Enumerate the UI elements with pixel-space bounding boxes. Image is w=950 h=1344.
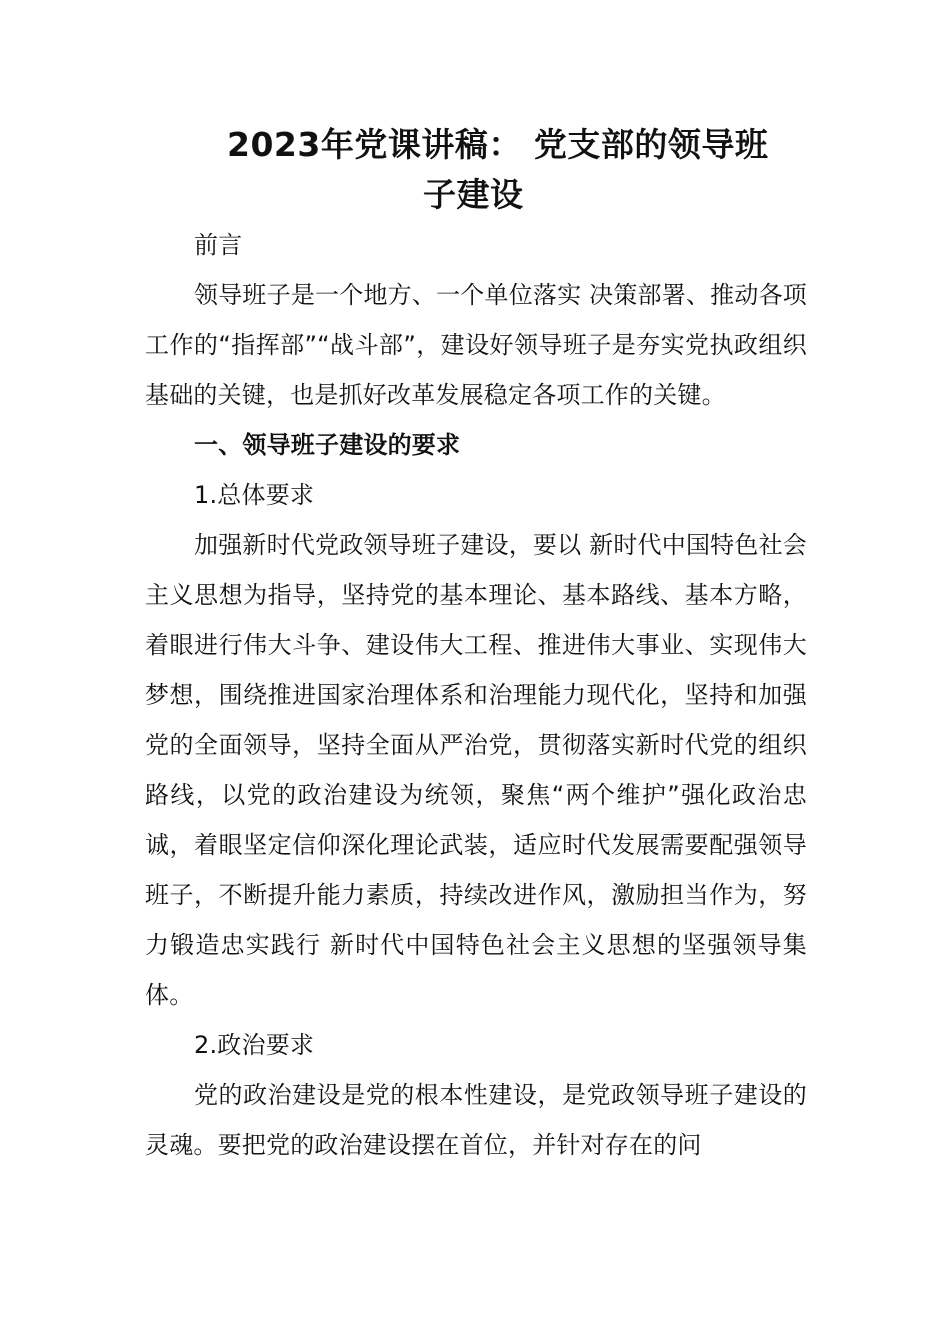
- document-title: [145, 120, 807, 220]
- document-page: [145, 120, 807, 1170]
- subheading-overall-requirements: 1.总体要求: [194, 481, 315, 509]
- preface-paragraph: 领导班子是一个地方、一个单位落实 决策部署、推动各项工作的“指挥部”“战斗部”，建设好领导班子是夯实党执政组织基础的关键，也是抓好改革发展稳定各项工作的关键。: [145, 281, 807, 409]
- title-line-1: 2023年党课讲稿： 党支部的领导班: [227, 125, 769, 164]
- section-heading-requirements: 一、领导班子建设的要求: [194, 431, 461, 459]
- title-line-2: 子建设: [423, 175, 524, 214]
- preface-label: 前言: [194, 231, 243, 259]
- subheading-political-requirements: 2.政治要求: [194, 1031, 315, 1059]
- political-requirements-paragraph: 党的政治建设是党的根本性建设，是党政领导班子建设的灵魂。要把党的政治建设摆在首位，并针对存在的问: [145, 1081, 807, 1159]
- overall-requirements-paragraph: 加强新时代党政领导班子建设，要以 新时代中国特色社会主义思想为指导，坚持党的基本理论、基本路线、基本方略，着眼进行伟大斗争、建设伟大工程、推进伟大事业、实现伟大梦想，围绕推进国家治理体系和治理能力现代化，坚持和加强党的全面领导，坚持全面从严治党，贯彻落实新时代党的组织路线，以党的政治建设为统领，聚焦“两个维护”强化政治忠诚，着眼坚定信仰深化理论武装，适应时代发展需要配强领导班子，不断提升能力素质，持续改进作风，激励担当作为，努力锻造忠实践行 新时代中国特色社会主义思想的坚强领导集体。: [145, 531, 807, 1009]
